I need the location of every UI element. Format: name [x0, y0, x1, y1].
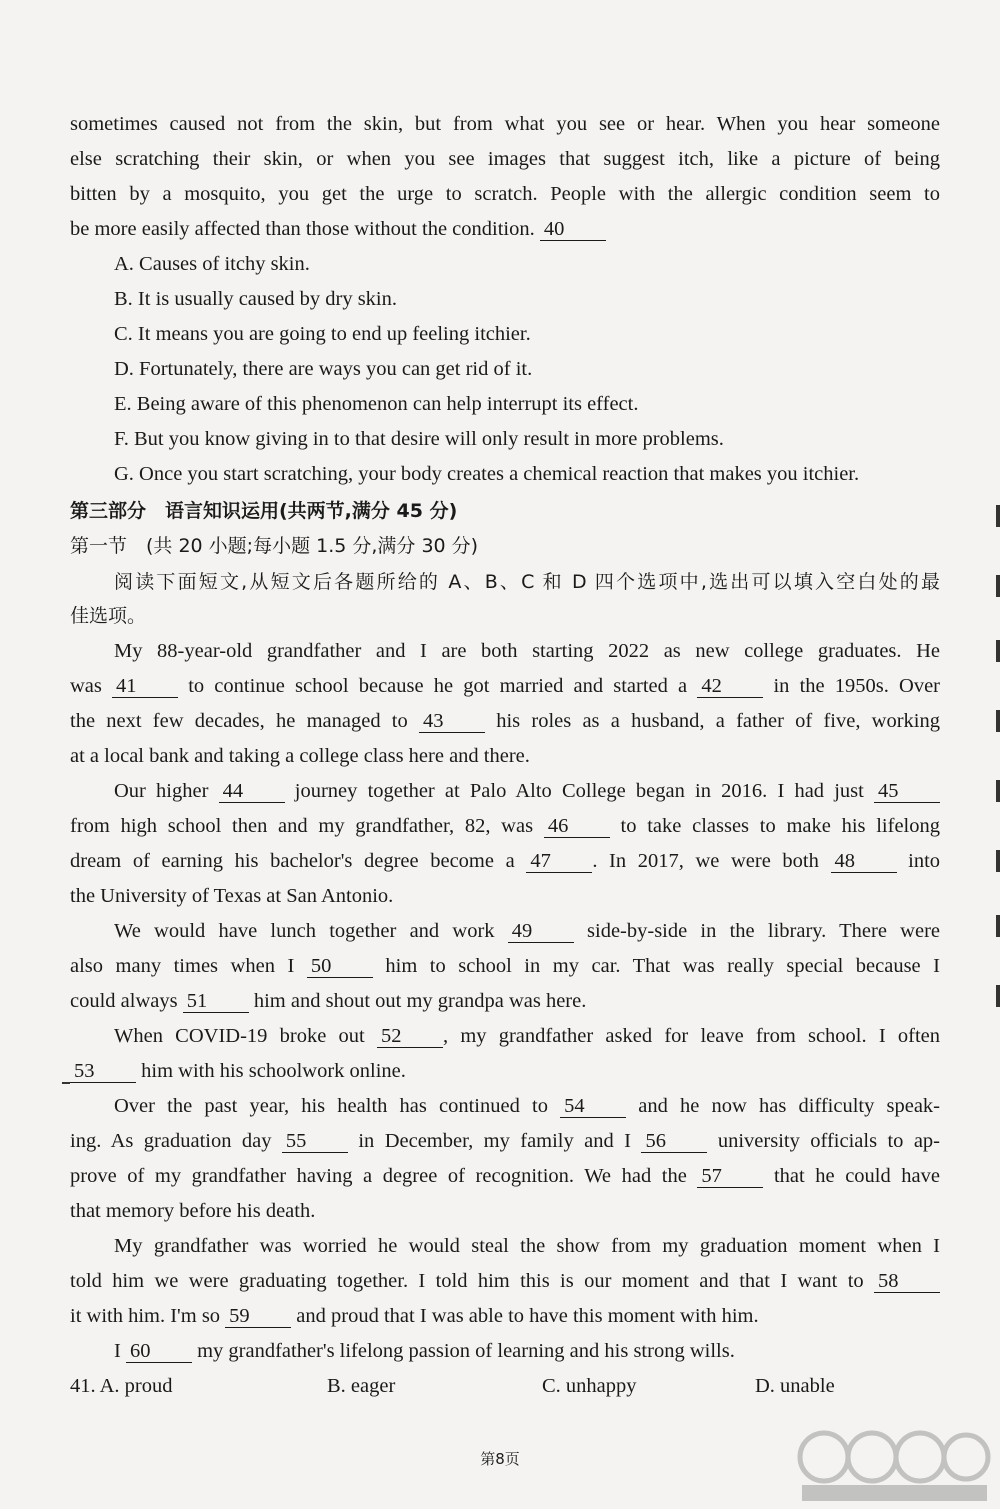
blank-44: 44 — [219, 780, 285, 803]
scan-edge-mark — [996, 640, 1000, 662]
cloze-line — [114, 1092, 940, 1120]
cloze-text: it with him. I'm so — [70, 1305, 221, 1327]
passage-line: bitten by a mosquito, you get the urge to scratch. People with the allergic condition seem to — [70, 183, 940, 205]
blank-51: 51 — [183, 990, 249, 1013]
option-41-a: 41. A. proud — [70, 1375, 173, 1397]
cloze-text: I — [114, 1340, 121, 1362]
cloze-text: him to school in my car. That was really special because I — [385, 955, 941, 977]
blank-45: 45 — [874, 780, 940, 803]
option-41-d: D. unable — [755, 1375, 835, 1397]
cloze-text: Our higher — [114, 780, 209, 802]
page-number: 第8页 — [480, 1450, 520, 1468]
cloze-text: journey together at Palo Alto College began in 2016. I had just — [294, 780, 864, 802]
blank-43: 43 — [419, 710, 485, 733]
cloze-line — [70, 847, 940, 875]
cloze-text: and proud that I was able to have this moment with him. — [296, 1305, 759, 1327]
cloze-text: was — [70, 675, 102, 697]
cloze-text: to take classes to make his lifelong — [620, 815, 940, 837]
cloze-line: My grandfather was worried he would steal the show from my graduation moment when I — [114, 1235, 940, 1257]
blank-54: 54 — [560, 1095, 626, 1118]
blank-49: 49 — [508, 920, 574, 943]
option-g: G. Once you start scratching, your body creates a chemical reaction that makes you itchier. — [114, 463, 860, 485]
cloze-line — [70, 1267, 940, 1295]
option-c: C. It means you are going to end up feeling itchier. — [114, 323, 531, 345]
blank-41: 41 — [112, 675, 178, 698]
cloze-line — [114, 917, 940, 945]
option-e: E. Being aware of this phenomenon can help interrupt its effect. — [114, 393, 639, 415]
cloze-text: him with his schoolwork online. — [141, 1060, 406, 1082]
cloze-text: side-by-side in the library. There were — [587, 920, 941, 942]
cloze-text: could always — [70, 990, 178, 1012]
scan-edge-mark — [996, 850, 1000, 872]
cloze-text: that he could have — [773, 1165, 940, 1187]
blank-42: 42 — [697, 675, 763, 698]
cloze-text: told him we were graduating together. I told him this is our moment and that I want to — [70, 1270, 864, 1292]
cloze-line — [70, 1127, 940, 1155]
cloze-line — [114, 777, 940, 805]
cloze-line — [70, 707, 940, 735]
cloze-line — [70, 1162, 940, 1190]
cloze-line — [70, 812, 940, 840]
blank-56: 56 — [641, 1130, 707, 1153]
cloze-line — [70, 672, 940, 700]
blank-58: 58 — [874, 1270, 940, 1293]
cloze-text: prove of my grandfather having a degree of recognition. We had the — [70, 1165, 687, 1187]
cloze-text: to continue school because he got married and started a — [188, 675, 688, 697]
option-f: F. But you know giving in to that desire will only result in more problems. — [114, 428, 724, 450]
watermark-logo — [792, 1415, 992, 1505]
blank-57: 57 — [697, 1165, 763, 1188]
cloze-text: ing. As graduation day — [70, 1130, 272, 1152]
option-d: D. Fortunately, there are ways you can get rid of it. — [114, 358, 533, 380]
scan-edge-mark — [996, 710, 1000, 732]
blank-47: 47 — [526, 850, 592, 873]
cloze-line: My 88-year-old grandfather and I are both starting 2022 as new college graduates. He — [114, 640, 940, 662]
passage-line — [70, 215, 940, 243]
blank-52: 52 — [377, 1025, 443, 1048]
cloze-text: university officials to ap- — [717, 1130, 941, 1152]
blank-46: 46 — [544, 815, 610, 838]
cloze-text: also many times when I — [70, 955, 295, 977]
cloze-line: the University of Texas at San Antonio. — [70, 885, 394, 907]
scan-edge-mark — [996, 575, 1000, 597]
cloze-line — [70, 1302, 940, 1330]
section1-heading: 第一节 (共 20 小题;每小题 1.5 分,满分 30 分) — [70, 535, 479, 557]
cloze-text: into — [908, 850, 941, 872]
blank-59: 59 — [225, 1305, 291, 1328]
instruction-line: 阅读下面短文,从短文后各题所给的 A、B、C 和 D 四个选项中,选出可以填入空白处的最 — [114, 571, 940, 593]
cloze-text: When COVID-19 broke out — [114, 1025, 365, 1047]
cloze-line — [70, 952, 940, 980]
cloze-line — [114, 1022, 940, 1050]
option-41-b: B. eager — [327, 1375, 396, 1397]
blank-40: 40 — [540, 218, 606, 241]
part3-heading: 第三部分 语言知识运用(共两节,满分 45 分) — [70, 500, 458, 522]
cloze-text: in December, my family and I — [358, 1130, 632, 1152]
cloze-text: We would have lunch together and work — [114, 920, 495, 942]
cloze-text: dream of earning his bachelor's degree become a — [70, 850, 515, 872]
blank-53: 53 — [70, 1060, 136, 1083]
cloze-line: at a local bank and taking a college class here and there. — [70, 745, 530, 767]
cloze-text: the next few decades, he managed to — [70, 710, 408, 732]
cloze-text: and he now has difficulty speak- — [638, 1095, 941, 1117]
cloze-line — [70, 1057, 940, 1085]
option-a: A. Causes of itchy skin. — [114, 253, 310, 275]
blank-50: 50 — [307, 955, 373, 978]
scan-edge-mark — [996, 985, 1000, 1007]
cloze-line — [70, 987, 940, 1015]
option-41-c: C. unhappy — [542, 1375, 637, 1397]
blank-60: 60 — [126, 1340, 192, 1363]
cloze-text: my grandfather's lifelong passion of learning and his strong wills. — [197, 1340, 735, 1362]
passage-line: else scratching their skin, or when you see images that suggest itch, like a picture of being — [70, 148, 940, 170]
cloze-text: him and shout out my grandpa was here. — [253, 990, 587, 1012]
scan-edge-mark — [996, 915, 1000, 937]
cloze-text: Over the past year, his health has continued to — [114, 1095, 548, 1117]
cloze-text: . In 2017, we were both — [592, 850, 819, 872]
cloze-line: that memory before his death. — [70, 1200, 316, 1222]
cloze-text: , my grandfather asked for leave from school. I often — [442, 1025, 941, 1047]
passage-line: sometimes caused not from the skin, but from what you see or hear. When you hear someone — [70, 113, 940, 135]
cloze-text: his roles as a husband, a father of five, working — [496, 710, 940, 732]
instruction-line: 佳选项。 — [70, 605, 147, 627]
cloze-text: from high school then and my grandfather, 82, was — [70, 815, 534, 837]
cloze-line — [114, 1337, 940, 1365]
blank-48: 48 — [831, 850, 897, 873]
option-b: B. It is usually caused by dry skin. — [114, 288, 397, 310]
margin-mark — [62, 1082, 70, 1084]
blank-55: 55 — [282, 1130, 348, 1153]
cloze-text: in the 1950s. Over — [773, 675, 941, 697]
scan-edge-mark — [996, 505, 1000, 527]
passage-text: be more easily affected than those without the condition. — [70, 218, 535, 240]
scan-edge-mark — [996, 780, 1000, 802]
